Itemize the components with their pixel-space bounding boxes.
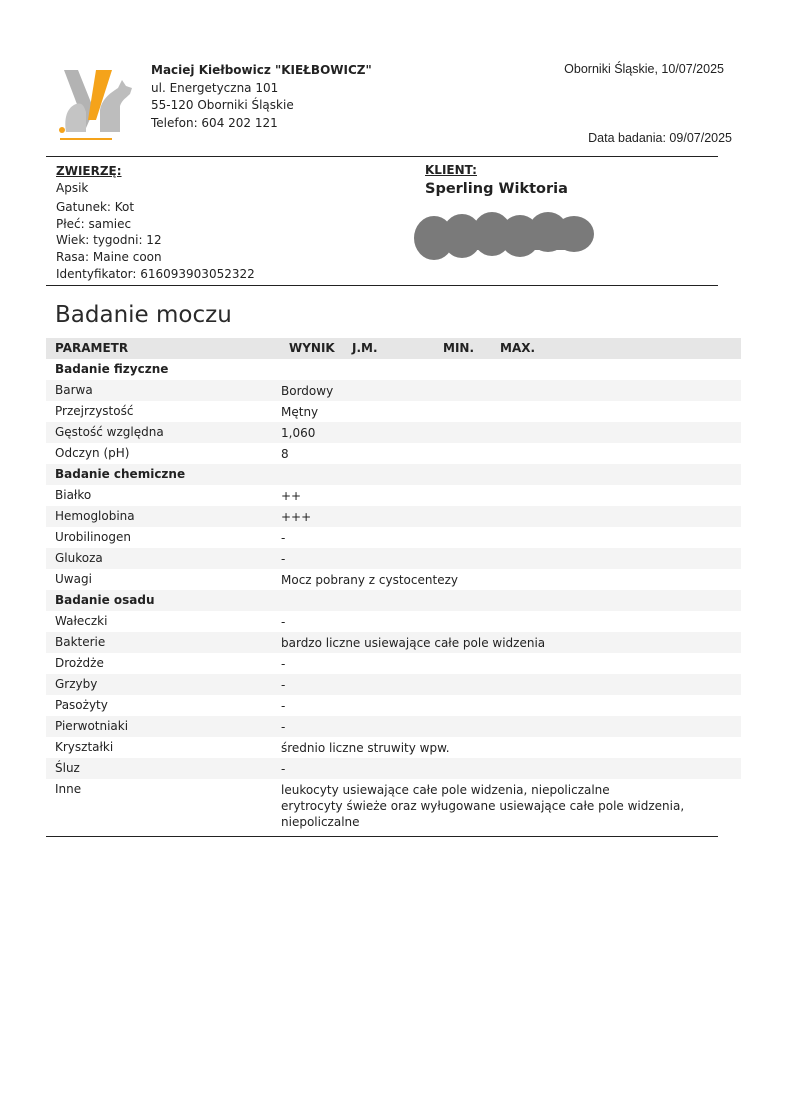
param-name: Uwagi bbox=[55, 572, 92, 586]
table-row bbox=[46, 674, 741, 695]
animal-sex: Płeć: samiec bbox=[56, 216, 132, 231]
param-name: Barwa bbox=[55, 383, 93, 397]
header-min: MIN. bbox=[443, 341, 475, 355]
divider-top bbox=[46, 156, 718, 157]
param-value: 8 bbox=[281, 447, 289, 461]
param-name: Grzyby bbox=[55, 677, 98, 691]
param-name: Odczyn (pH) bbox=[55, 446, 130, 460]
param-name: Przejrzystość bbox=[55, 404, 134, 418]
table-body bbox=[46, 359, 741, 832]
param-name: Inne bbox=[55, 782, 82, 796]
group-label: Badanie chemiczne bbox=[55, 467, 186, 481]
param-name: Drożdże bbox=[55, 656, 104, 670]
vet-logo-icon bbox=[56, 62, 138, 144]
table-row bbox=[46, 653, 741, 674]
param-value: - bbox=[281, 615, 286, 629]
param-value: - bbox=[281, 699, 286, 713]
param-value: Mętny bbox=[281, 405, 319, 419]
clinic-city: 55-120 Oborniki Śląskie bbox=[151, 98, 294, 112]
table-row bbox=[46, 485, 741, 506]
param-value-line: leukocyty usiewające całe pole widzenia, niepoliczalne bbox=[281, 783, 610, 797]
table-row bbox=[46, 569, 741, 590]
table-row bbox=[46, 632, 741, 653]
divider-bottom bbox=[46, 836, 718, 837]
clinic-info bbox=[151, 62, 372, 132]
header-param: PARAMETR bbox=[55, 341, 129, 355]
table-header bbox=[46, 338, 741, 359]
param-name: Pasożyty bbox=[55, 698, 108, 712]
table-row bbox=[46, 506, 741, 527]
table-group-row bbox=[46, 359, 741, 380]
param-value: ++ bbox=[281, 489, 302, 503]
animal-info bbox=[56, 163, 255, 282]
table-row bbox=[46, 716, 741, 737]
client-name: Sperling Wiktoria bbox=[425, 181, 568, 197]
param-name: Kryształki bbox=[55, 740, 114, 754]
table-row bbox=[46, 548, 741, 569]
table-row bbox=[46, 443, 741, 464]
table-row bbox=[46, 737, 741, 758]
table-row bbox=[46, 611, 741, 632]
client-info bbox=[425, 163, 568, 197]
param-value: - bbox=[281, 762, 286, 776]
clinic-phone: Telefon: 604 202 121 bbox=[151, 115, 278, 130]
param-value: 1,060 bbox=[281, 426, 316, 440]
param-name: Gęstość względna bbox=[55, 425, 164, 439]
divider-mid bbox=[46, 285, 718, 286]
clinic-logo bbox=[56, 62, 138, 144]
table-group-row bbox=[46, 590, 741, 611]
param-name: Urobilinogen bbox=[55, 530, 131, 544]
clinic-street: ul. Energetyczna 101 bbox=[151, 80, 279, 95]
animal-name: Apsik bbox=[56, 180, 89, 195]
param-value: +++ bbox=[281, 510, 312, 524]
param-value: - bbox=[281, 720, 286, 734]
param-name: Śluz bbox=[55, 761, 80, 775]
redaction-icon bbox=[410, 208, 600, 266]
param-name: Bakterie bbox=[55, 635, 106, 649]
page-title: Badanie moczu bbox=[55, 302, 232, 328]
param-value: - bbox=[281, 552, 286, 566]
param-value: - bbox=[281, 531, 286, 545]
table-row bbox=[46, 779, 741, 832]
header-unit: J.M. bbox=[352, 341, 378, 355]
param-value bbox=[281, 590, 741, 611]
param-value: średnio liczne struwity wpw. bbox=[281, 741, 450, 755]
table-row bbox=[46, 695, 741, 716]
header-max: MAX. bbox=[500, 341, 536, 355]
results-table bbox=[46, 338, 741, 832]
param-name: Hemoglobina bbox=[55, 509, 135, 523]
param-value bbox=[281, 359, 741, 380]
client-label: KLIENT: bbox=[425, 163, 477, 177]
table-row bbox=[46, 401, 741, 422]
table-row bbox=[46, 527, 741, 548]
param-value: bardzo liczne usiewające całe pole widzenia bbox=[281, 636, 546, 650]
animal-id: Identyfikator: 616093903052322 bbox=[56, 266, 255, 281]
animal-species: Gatunek: Kot bbox=[56, 200, 135, 215]
param-name: Pierwotniaki bbox=[55, 719, 129, 733]
param-value-line: erytrocyty świeże oraz wyługowane usiewające całe pole widzenia, bbox=[281, 799, 685, 813]
table-row bbox=[46, 422, 741, 443]
param-value: Bordowy bbox=[281, 384, 334, 398]
param-value: - bbox=[281, 678, 286, 692]
param-value-line: niepoliczalne bbox=[281, 815, 360, 829]
param-name: Białko bbox=[55, 488, 92, 502]
table-group-row bbox=[46, 464, 741, 485]
animal-age: Wiek: tygodni: 12 bbox=[56, 233, 162, 248]
animal-breed: Rasa: Maine coon bbox=[56, 249, 162, 264]
param-name: Wałeczki bbox=[55, 614, 108, 628]
animal-label: ZWIERZĘ: bbox=[56, 164, 122, 178]
param-name: Glukoza bbox=[55, 551, 103, 565]
group-label: Badanie fizyczne bbox=[55, 362, 169, 376]
exam-date: Data badania: 09/07/2025 bbox=[588, 131, 732, 145]
table-row bbox=[46, 380, 741, 401]
group-label: Badanie osadu bbox=[55, 593, 155, 607]
param-value bbox=[281, 464, 741, 485]
param-value bbox=[281, 779, 741, 832]
header-result: WYNIK bbox=[289, 341, 335, 355]
clinic-name: Maciej Kiełbowicz "KIEŁBOWICZ" bbox=[151, 63, 372, 77]
param-value: - bbox=[281, 657, 286, 671]
table-row bbox=[46, 758, 741, 779]
param-value: Mocz pobrany z cystocentezy bbox=[281, 573, 458, 587]
redaction-scribble bbox=[410, 208, 600, 266]
place-date: Oborniki Śląskie, 10/07/2025 bbox=[564, 62, 724, 76]
